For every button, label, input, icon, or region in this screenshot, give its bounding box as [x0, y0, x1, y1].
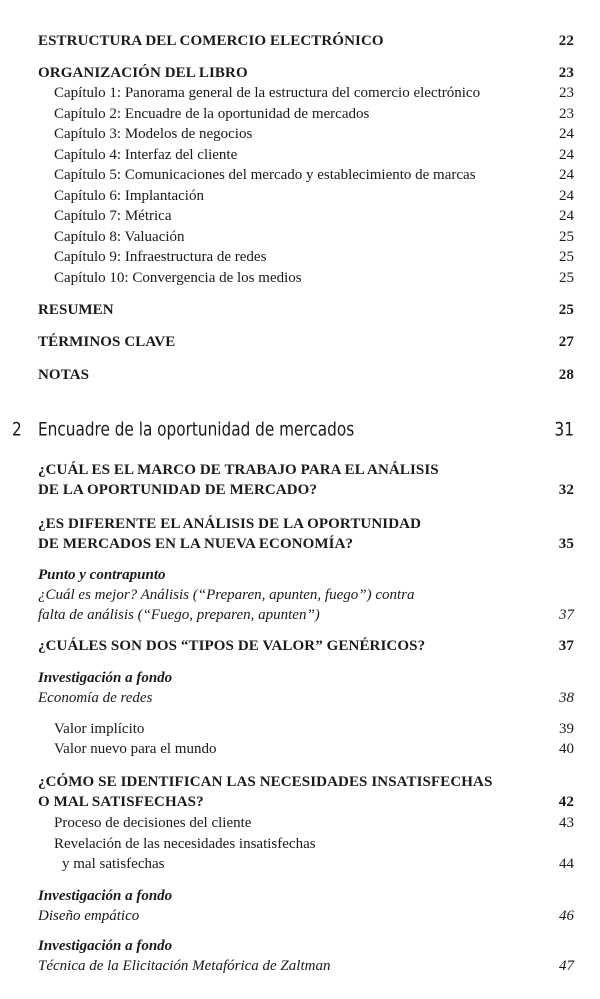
toc-subentry-title: Capítulo 3: Modelos de negocios [54, 126, 253, 142]
toc-subentry-title: Capítulo 8: Valuación [54, 228, 185, 245]
toc-entry [38, 636, 574, 656]
toc-entry-title: TÉRMINOS CLAVE [38, 334, 176, 350]
toc-subentry-page: 39 [559, 721, 574, 737]
feature-box-text [38, 565, 548, 625]
toc-entry-title: RESUMEN [38, 302, 114, 318]
toc-subentry-title: Capítulo 5: Comunicaciones del mercado y establecimiento de marcas [54, 167, 476, 183]
toc-subentry [54, 104, 574, 124]
toc-subentry-title: Capítulo 4: Interfaz del cliente [54, 146, 238, 163]
feature-box-page: 38 [559, 690, 574, 706]
toc-subentry-title: Valor implícito [54, 721, 145, 737]
feature-box-page: 46 [559, 908, 574, 924]
chapter-number: 2 [12, 418, 22, 442]
feature-box-entry [38, 668, 574, 708]
toc-subentry [54, 719, 574, 739]
toc-subentry [54, 145, 574, 165]
feature-box-label: Investigación a fondo [38, 888, 173, 904]
chapter-page: 31 [554, 418, 574, 442]
toc-subentry [54, 83, 574, 103]
toc-entry-title [38, 514, 548, 554]
toc-subentry [54, 834, 574, 874]
feature-box-text [38, 936, 548, 976]
toc-entry [38, 772, 574, 812]
toc-entry-page: 23 [558, 65, 574, 81]
toc-subentry-title-line: y mal satisfechas [62, 856, 165, 872]
toc-entry [38, 514, 574, 554]
toc-subentry-page: 40 [559, 741, 574, 757]
toc-entry-title-line: ¿ES DIFERENTE EL ANÁLISIS DE LA OPORTUNIDAD [38, 516, 422, 532]
toc-subentry-page: 44 [559, 856, 574, 872]
chapter-heading [12, 417, 574, 444]
toc-subentry [54, 206, 574, 226]
feature-box-title-line: ¿Cuál es mejor? Análisis (“Preparen, apunten, fuego”) contra [38, 587, 415, 603]
toc-entry [38, 63, 574, 83]
toc-subentry [54, 739, 574, 759]
toc-entry-title-line: ¿CUÁL ES EL MARCO DE TRABAJO PARA EL ANÁLISIS [38, 462, 439, 478]
toc-subentry [54, 124, 574, 144]
toc-subentry-title: Proceso de decisiones del cliente [54, 815, 252, 831]
toc-entry-title [38, 772, 548, 812]
toc-entry-title: NOTAS [38, 367, 90, 383]
feature-box-entry [38, 886, 574, 926]
toc-entry-title: ESTRUCTURA DEL COMERCIO ELECTRÓNICO [38, 33, 384, 49]
feature-box-entry [38, 936, 574, 976]
toc-subentry-title: Capítulo 6: Implantación [54, 187, 204, 204]
toc-entry-page: 25 [558, 302, 574, 318]
toc-subentry-page: 24 [559, 208, 574, 224]
feature-box-title: Diseño empático [38, 908, 140, 924]
feature-box-text [38, 886, 548, 926]
toc-entry [38, 365, 574, 385]
toc-entry-page: 22 [558, 33, 574, 49]
toc-subentry-title: Valor nuevo para el mundo [54, 741, 217, 757]
toc-subentry [54, 165, 574, 185]
feature-box-title: Técnica de la Elicitación Metafórica de Zaltman [38, 958, 331, 974]
toc-subentry [54, 813, 574, 833]
toc-subentry-title [54, 834, 548, 874]
feature-box-title: Economía de redes [38, 690, 153, 706]
toc-subentry-title: Capítulo 7: Métrica [54, 208, 172, 224]
toc-subentry-title: Capítulo 1: Panorama general de la estructura del comercio electrónico [54, 85, 481, 101]
toc-entry-page: 27 [558, 334, 574, 350]
feature-box-label: Punto y contrapunto [38, 567, 166, 583]
chapter-title: Encuadre de la oportunidad de mercados [38, 418, 355, 442]
toc-entry-page: 42 [558, 794, 574, 810]
toc-entry-page: 35 [558, 536, 574, 552]
toc-entry-title: ¿CUÁLES SON DOS “TIPOS DE VALOR” GENÉRICOS? [38, 638, 426, 654]
toc-subentry-title: Capítulo 10: Convergencia de los medios [54, 269, 302, 286]
toc-entry-title [38, 460, 548, 500]
feature-box-page: 37 [559, 607, 574, 623]
feature-box-title-line: falta de análisis (“Fuego, preparen, apunten”) [38, 607, 320, 623]
toc-subentry [54, 268, 574, 288]
toc-entry-title-line: ¿CÓMO SE IDENTIFICAN LAS NECESIDADES INSATISFECHAS [38, 774, 493, 790]
toc-subentry-title-line: Revelación de las necesidades insatisfechas [54, 836, 316, 852]
feature-box-label: Investigación a fondo [38, 938, 173, 954]
toc-entry [38, 31, 574, 51]
toc-entry-title-line: DE MERCADOS EN LA NUEVA ECONOMÍA? [38, 536, 354, 552]
feature-box-page: 47 [559, 958, 574, 974]
toc-subentry-page: 25 [559, 249, 574, 265]
toc-subentry-page: 24 [559, 167, 574, 183]
feature-box-label: Investigación a fondo [38, 670, 173, 686]
toc-entry-page: 32 [558, 482, 574, 498]
toc-subentry-title: Capítulo 2: Encuadre de la oportunidad de mercados [54, 105, 370, 122]
feature-box-text [38, 668, 548, 708]
toc-subentry-page: 24 [559, 126, 574, 142]
feature-box-entry [38, 565, 574, 625]
toc-entry-page: 28 [558, 367, 574, 383]
toc-subentry-page: 25 [559, 269, 574, 286]
toc-entry-title-line: DE LA OPORTUNIDAD DE MERCADO? [38, 482, 318, 498]
toc-entry [38, 460, 574, 500]
toc-entry-page: 37 [558, 638, 574, 654]
toc-subentry [54, 247, 574, 267]
toc-subentry-page: 25 [559, 228, 574, 245]
toc-subentry-title: Capítulo 9: Infraestructura de redes [54, 249, 267, 265]
toc-entry-title-line: O MAL SATISFECHAS? [38, 794, 204, 810]
toc-subentry-page: 24 [559, 187, 574, 204]
toc-subentry-page: 43 [559, 815, 574, 831]
toc-subentry-page: 24 [559, 146, 574, 163]
toc-entry-title: ORGANIZACIÓN DEL LIBRO [38, 65, 248, 81]
toc-subentry [54, 186, 574, 206]
toc-entry [38, 300, 574, 320]
toc-entry [38, 332, 574, 352]
toc-subentry-page: 23 [559, 105, 574, 122]
toc-subentry-page: 23 [559, 85, 574, 101]
toc-subentry [54, 227, 574, 247]
